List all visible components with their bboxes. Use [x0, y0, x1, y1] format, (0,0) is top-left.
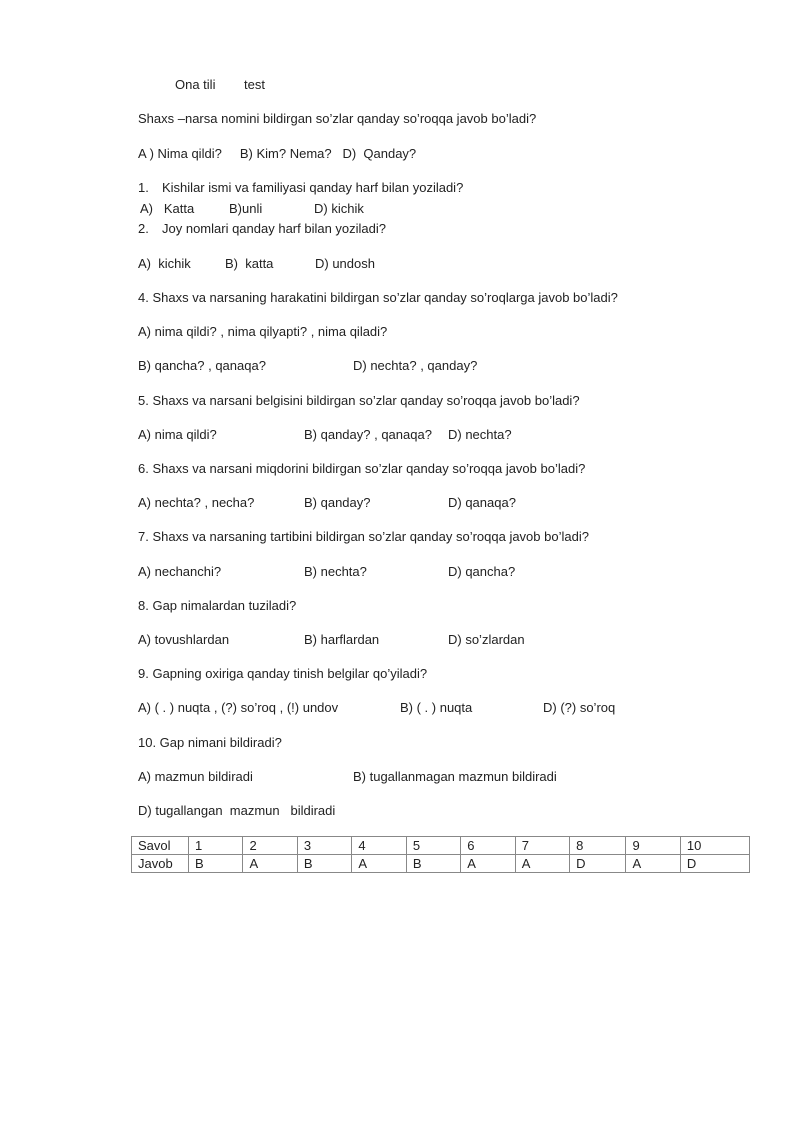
q4-option-d: D) nechta? , qanday? — [353, 358, 478, 373]
table-header-savol: Savol — [132, 837, 189, 855]
table-cell-number: 3 — [297, 837, 351, 855]
subject-title: Ona tili — [175, 77, 216, 92]
q9-option-b: B) ( . ) nuqta — [400, 700, 473, 715]
q4-option-a: A) nima qildi? , nima qilyapti? , nima qiladi? — [138, 324, 388, 339]
q10-option-a: A) mazmun bildiradi — [138, 769, 253, 784]
table-row-answers — [132, 855, 750, 873]
q9-option-d: D) (?) so’roq — [543, 700, 616, 715]
q10-question: 10. Gap nimani bildiradi? — [138, 735, 282, 750]
table-cell-answer: A — [461, 855, 515, 873]
q8-question: 8. Gap nimalardan tuziladi? — [138, 598, 297, 613]
table-cell-answer: A — [243, 855, 297, 873]
q1-question: Kishilar ismi va familiyasi qanday harf bilan yoziladi? — [162, 180, 464, 195]
table-cell-number: 9 — [626, 837, 680, 855]
q1-option-b: B)unli — [229, 201, 263, 216]
table-row-questions — [132, 837, 750, 855]
q8-option-a: A) tovushlardan — [138, 632, 230, 647]
table-cell-answer: B — [297, 855, 351, 873]
q7-option-d: D) qancha? — [448, 564, 516, 579]
intro-question: Shaxs –narsa nomini bildirgan so’zlar qanday so’roqqa javob bo’ladi? — [138, 111, 537, 126]
table-cell-number: 2 — [243, 837, 297, 855]
q8-option-b: B) harflardan — [304, 632, 380, 647]
q1-number: 1. — [138, 180, 149, 195]
table-cell-answer: A — [352, 855, 406, 873]
q6-option-a: A) nechta? , necha? — [138, 495, 255, 510]
table-cell-number: 7 — [515, 837, 569, 855]
table-cell-number: 8 — [570, 837, 626, 855]
q7-option-a: A) nechanchi? — [138, 564, 222, 579]
q10-option-b: B) tugallanmagan mazmun bildiradi — [353, 769, 557, 784]
table-cell-answer: D — [570, 855, 626, 873]
table-cell-number: 10 — [680, 837, 749, 855]
answer-table — [131, 836, 750, 873]
table-cell-answer: B — [189, 855, 243, 873]
q9-option-a: A) ( . ) nuqta , (?) so’roq , (!) undov — [138, 700, 339, 715]
test-label: test — [244, 77, 265, 92]
table-header-javob: Javob — [132, 855, 189, 873]
q2-option-b: B) katta — [225, 256, 274, 271]
intro-options: A ) Nima qildi? B) Kim? Nema? D) Qanday? — [138, 146, 417, 161]
q9-question: 9. Gapning oxiriga qanday tinish belgilar qo’yiladi? — [138, 666, 428, 681]
q7-question: 7. Shaxs va narsaning tartibini bildirgan so’zlar qanday so’roqqa javob bo’ladi? — [138, 529, 589, 544]
q4-question: 4. Shaxs va narsaning harakatini bildirgan so’zlar qanday so’roqlarga javob bo’ladi? — [138, 290, 618, 305]
q2-number: 2. — [138, 221, 149, 236]
table-cell-answer: B — [406, 855, 460, 873]
q5-option-d: D) nechta? — [448, 427, 512, 442]
q6-question: 6. Shaxs va narsani miqdorini bildirgan so’zlar qanday so’roqqa javob bo’ladi? — [138, 461, 586, 476]
q5-option-b: B) qanday? , qanaqa? — [304, 427, 432, 442]
q2-option-d: D) undosh — [315, 256, 375, 271]
q2-question: Joy nomlari qanday harf bilan yoziladi? — [162, 221, 387, 236]
table-cell-answer: A — [515, 855, 569, 873]
q7-option-b: B) nechta? — [304, 564, 367, 579]
q5-question: 5. Shaxs va narsani belgisini bildirgan so’zlar qanday so’roqqa javob bo’ladi? — [138, 393, 580, 408]
q10-option-d: D) tugallangan mazmun bildiradi — [138, 803, 336, 818]
table-cell-number: 5 — [406, 837, 460, 855]
q5-option-a: A) nima qildi? — [138, 427, 217, 442]
table-cell-answer: A — [626, 855, 680, 873]
table-cell-number: 6 — [461, 837, 515, 855]
q2-option-a: A) kichik — [138, 256, 191, 271]
table-cell-number: 1 — [189, 837, 243, 855]
table-cell-number: 4 — [352, 837, 406, 855]
q4-option-b: B) qancha? , qanaqa? — [138, 358, 266, 373]
q1-option-a: A) Katta — [140, 201, 195, 216]
q8-option-d: D) so’zlardan — [448, 632, 525, 647]
table-cell-answer: D — [680, 855, 749, 873]
q1-option-d: D) kichik — [314, 201, 364, 216]
q6-option-b: B) qanday? — [304, 495, 371, 510]
q6-option-d: D) qanaqa? — [448, 495, 516, 510]
